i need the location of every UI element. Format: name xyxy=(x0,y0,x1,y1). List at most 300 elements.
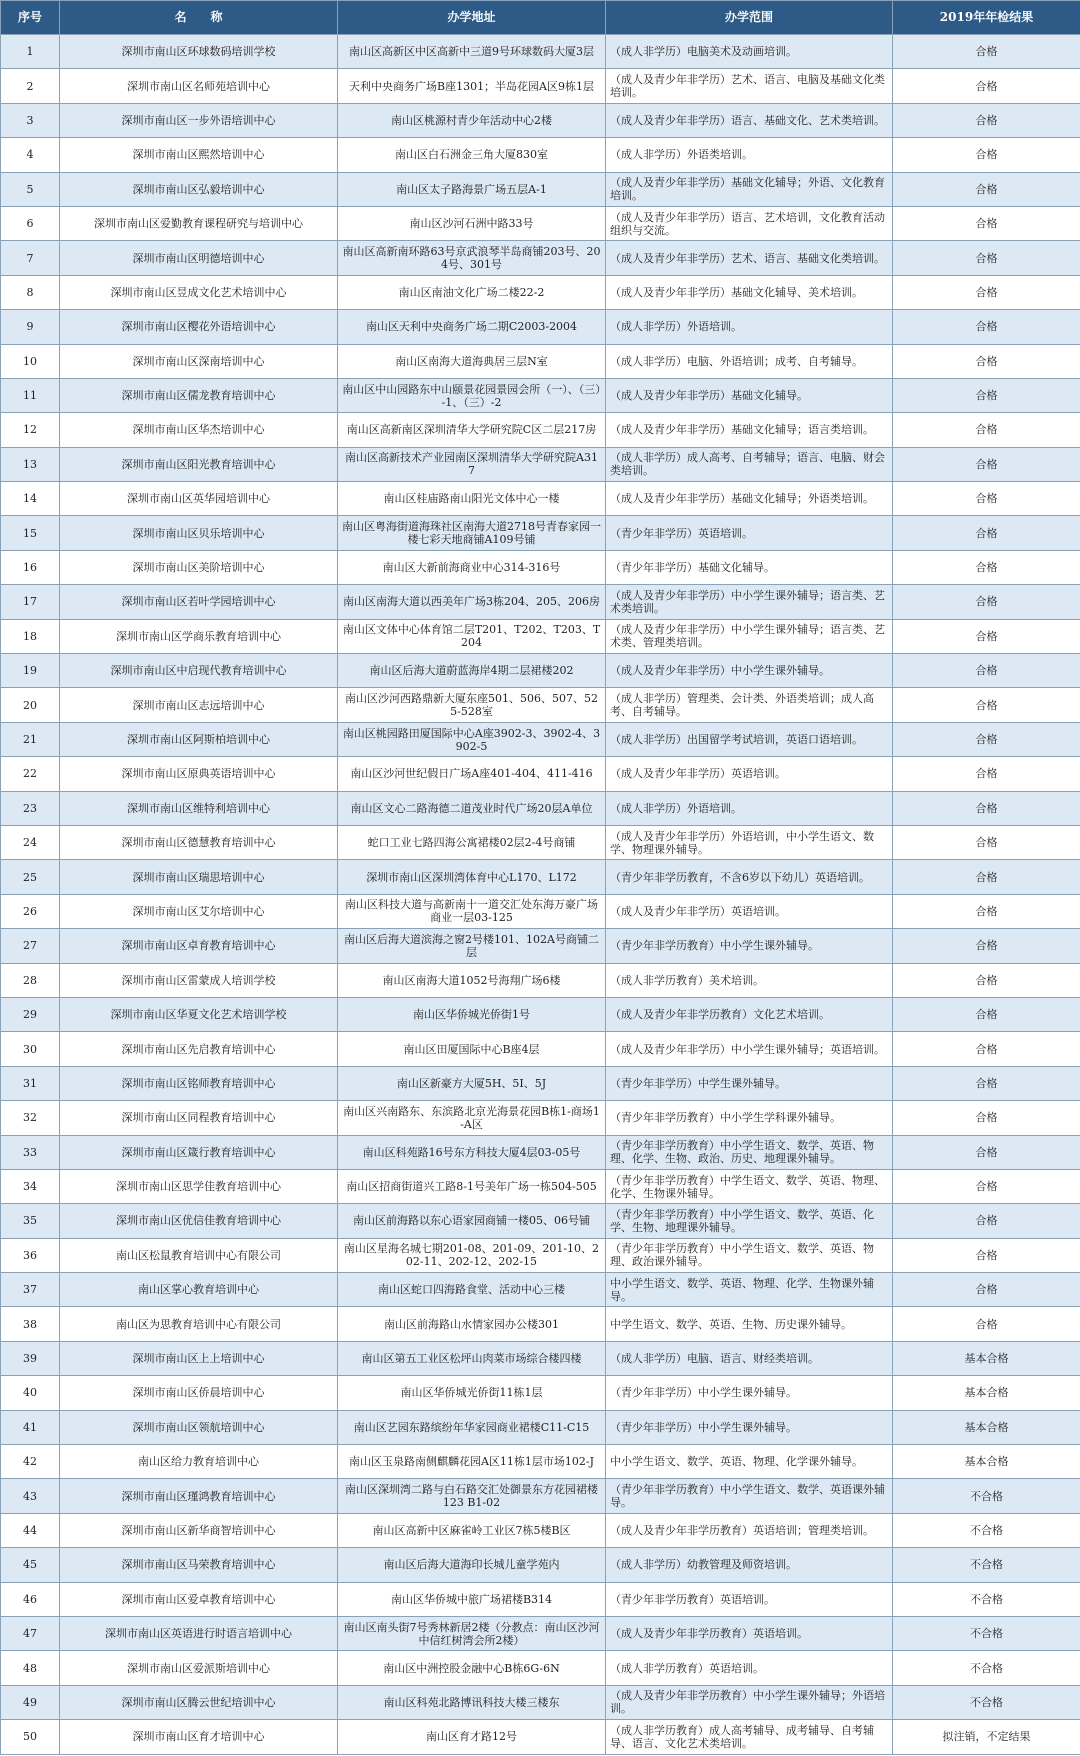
cell-scope: （成人及青少年非学历）语言、基础文化、艺术类培训。 xyxy=(606,103,893,137)
cell-no: 45 xyxy=(1,1548,60,1582)
cell-no: 15 xyxy=(1,516,60,550)
cell-no: 20 xyxy=(1,688,60,722)
cell-no: 44 xyxy=(1,1513,60,1547)
cell-name: 深圳市南山区樱花外语培训中心 xyxy=(60,310,338,344)
table-body xyxy=(1,35,1080,1755)
cell-name: 深圳市南山区弘毅培训中心 xyxy=(60,172,338,206)
table-row xyxy=(1,894,1080,928)
table-row xyxy=(1,241,1080,275)
cell-address: 南山区育才路12号 xyxy=(338,1720,606,1754)
cell-address: 南山区后海大道蔚蓝海岸4期二层裙楼202 xyxy=(338,654,606,688)
cell-name: 深圳市南山区昱成文化艺术培训中心 xyxy=(60,275,338,309)
cell-scope: （成人及青少年非学历）基础文化辅导；外语、文化教育培训。 xyxy=(606,172,893,206)
cell-scope: （青少年非学历教育）英语培训。 xyxy=(606,1582,893,1616)
cell-result: 基本合格 xyxy=(893,1376,1080,1410)
cell-name: 深圳市南山区美阶培训中心 xyxy=(60,550,338,584)
cell-result: 合格 xyxy=(893,275,1080,309)
cell-result: 合格 xyxy=(893,894,1080,928)
cell-name: 深圳市南山区英语进行时语言培训中心 xyxy=(60,1616,338,1650)
cell-address: 南山区艺园东路缤纷年华家园商业裙楼C11-C15 xyxy=(338,1410,606,1444)
cell-scope: （青少年非学历教育）中小学生语文、数学、英语课外辅导。 xyxy=(606,1479,893,1513)
cell-address: 南山区高新南区深圳清华大学研究院C区二层217房 xyxy=(338,413,606,447)
cell-scope: （成人及青少年非学历）基础文化辅导、美术培训。 xyxy=(606,275,893,309)
cell-name: 深圳市南山区一步外语培训中心 xyxy=(60,103,338,137)
cell-scope: （青少年非学历教育）中学生语文、数学、英语、物理、化学、生物课外辅导。 xyxy=(606,1169,893,1203)
cell-name: 深圳市南山区熙然培训中心 xyxy=(60,138,338,172)
cell-name: 深圳市南山区明德培训中心 xyxy=(60,241,338,275)
cell-result: 合格 xyxy=(893,825,1080,859)
cell-no: 46 xyxy=(1,1582,60,1616)
table-row xyxy=(1,585,1080,619)
cell-result: 拟注销，不定结果 xyxy=(893,1720,1080,1754)
cell-name: 深圳市南山区先启教育培训中心 xyxy=(60,1032,338,1066)
cell-scope: （成人及青少年非学历教育）文化艺术培训。 xyxy=(606,997,893,1031)
table-row xyxy=(1,344,1080,378)
cell-scope: （成人及青少年非学历）艺术、语言、电脑及基础文化类培训。 xyxy=(606,69,893,103)
cell-address: 南山区高新技术产业园南区深圳清华大学研究院A317 xyxy=(338,447,606,481)
cell-address: 南山区科苑北路博讯科技大楼三楼东 xyxy=(338,1685,606,1719)
cell-scope: （成人及青少年非学历）中小学生课外辅导；语言类、艺术类、管理类培训。 xyxy=(606,619,893,653)
cell-no: 3 xyxy=(1,103,60,137)
cell-address: 南山区招商街道兴工路8-1号美年广场一栋504-505 xyxy=(338,1169,606,1203)
cell-name: 深圳市南山区领航培训中心 xyxy=(60,1410,338,1444)
cell-no: 34 xyxy=(1,1169,60,1203)
cell-no: 23 xyxy=(1,791,60,825)
cell-result: 不合格 xyxy=(893,1685,1080,1719)
cell-result: 基本合格 xyxy=(893,1410,1080,1444)
cell-name: 南山区掌心教育培训中心 xyxy=(60,1273,338,1307)
cell-name: 深圳市南山区马荣教育培训中心 xyxy=(60,1548,338,1582)
cell-name: 深圳市南山区育才培训中心 xyxy=(60,1720,338,1754)
cell-name: 南山区给力教育培训中心 xyxy=(60,1445,338,1479)
cell-scope: （青少年非学历教育）中小学生语文、数学、英语、物理、化学、生物、政治、历史、地理课外辅导。 xyxy=(606,1135,893,1169)
cell-result: 合格 xyxy=(893,619,1080,653)
cell-no: 49 xyxy=(1,1685,60,1719)
cell-result: 合格 xyxy=(893,447,1080,481)
cell-scope: （成人非学历）管理类、会计类、外语类培训；成人高考、自考辅导。 xyxy=(606,688,893,722)
cell-address: 南山区后海大道滨海之窗2号楼101、102A号商铺二层 xyxy=(338,929,606,963)
table-row xyxy=(1,378,1080,412)
cell-no: 6 xyxy=(1,206,60,240)
cell-scope: （成人非学历）外语培训。 xyxy=(606,310,893,344)
cell-result: 合格 xyxy=(893,138,1080,172)
cell-scope: 中小学生语文、数学、英语、物理、化学课外辅导。 xyxy=(606,1445,893,1479)
cell-scope: （成人及青少年非学历）英语培训。 xyxy=(606,894,893,928)
cell-result: 不合格 xyxy=(893,1582,1080,1616)
cell-no: 39 xyxy=(1,1341,60,1375)
table-row xyxy=(1,482,1080,516)
cell-result: 合格 xyxy=(893,103,1080,137)
cell-no: 28 xyxy=(1,963,60,997)
cell-result: 不合格 xyxy=(893,1479,1080,1513)
cell-scope: （青少年非学历教育）中小学生课外辅导。 xyxy=(606,929,893,963)
cell-no: 36 xyxy=(1,1238,60,1272)
cell-result: 合格 xyxy=(893,929,1080,963)
cell-scope: （成人非学历）幼教管理及师资培训。 xyxy=(606,1548,893,1582)
cell-no: 33 xyxy=(1,1135,60,1169)
cell-name: 深圳市南山区侨晨培训中心 xyxy=(60,1376,338,1410)
cell-name: 深圳市南山区中启现代教育培训中心 xyxy=(60,654,338,688)
cell-result: 合格 xyxy=(893,860,1080,894)
cell-name: 深圳市南山区深南培训中心 xyxy=(60,344,338,378)
cell-name: 深圳市南山区箴行教育培训中心 xyxy=(60,1135,338,1169)
table-row xyxy=(1,860,1080,894)
table-row xyxy=(1,1307,1080,1341)
cell-scope: 中学生语文、数学、英语、生物、历史课外辅导。 xyxy=(606,1307,893,1341)
cell-result: 合格 xyxy=(893,241,1080,275)
cell-name: 深圳市南山区维特利培训中心 xyxy=(60,791,338,825)
cell-name: 深圳市南山区环球数码培训学校 xyxy=(60,35,338,69)
cell-no: 5 xyxy=(1,172,60,206)
table-row xyxy=(1,688,1080,722)
cell-no: 25 xyxy=(1,860,60,894)
cell-name: 深圳市南山区瑾鸿教育培训中心 xyxy=(60,1479,338,1513)
col-header-name: 名 称 xyxy=(60,1,338,35)
cell-address: 南山区前海路以东心语家园商铺一楼05、06号铺 xyxy=(338,1204,606,1238)
cell-name: 深圳市南山区华夏文化艺术培训学校 xyxy=(60,997,338,1031)
cell-scope: （成人及青少年非学历）外语培训，中小学生语文、数学、物理课外辅导。 xyxy=(606,825,893,859)
table-row xyxy=(1,310,1080,344)
table-row xyxy=(1,1548,1080,1582)
table-row xyxy=(1,1410,1080,1444)
cell-result: 合格 xyxy=(893,722,1080,756)
cell-address: 南山区南油文化广场二楼22-2 xyxy=(338,275,606,309)
cell-result: 合格 xyxy=(893,550,1080,584)
table-row xyxy=(1,1341,1080,1375)
table-row xyxy=(1,206,1080,240)
cell-name: 深圳市南山区艾尔培训中心 xyxy=(60,894,338,928)
cell-address: 南山区沙河西路鼎新大厦东座501、506、507、525-528室 xyxy=(338,688,606,722)
table-row xyxy=(1,275,1080,309)
cell-result: 合格 xyxy=(893,1238,1080,1272)
cell-address: 南山区科苑路16号东方科技大厦4层03-05号 xyxy=(338,1135,606,1169)
cell-no: 24 xyxy=(1,825,60,859)
cell-address: 南山区文心二路海德二道茂业时代广场20层A单位 xyxy=(338,791,606,825)
cell-address: 南山区中山园路东中山颐景花园景园会所（一）、（三）-1、（三）-2 xyxy=(338,378,606,412)
cell-scope: （成人非学历）外语类培训。 xyxy=(606,138,893,172)
cell-no: 38 xyxy=(1,1307,60,1341)
cell-name: 深圳市南山区阳光教育培训中心 xyxy=(60,447,338,481)
cell-scope: （成人及青少年非学历）语言、艺术培训，文化教育活动组织与交流。 xyxy=(606,206,893,240)
cell-name: 南山区松鼠教育培训中心有限公司 xyxy=(60,1238,338,1272)
table-row xyxy=(1,138,1080,172)
cell-no: 40 xyxy=(1,1376,60,1410)
cell-address: 南山区桂庙路南山阳光文体中心一楼 xyxy=(338,482,606,516)
col-header-no: 序号 xyxy=(1,1,60,35)
cell-result: 合格 xyxy=(893,654,1080,688)
cell-address: 深圳市南山区深圳湾体育中心L170、L172 xyxy=(338,860,606,894)
cell-name: 深圳市南山区华杰培训中心 xyxy=(60,413,338,447)
cell-address: 南山区太子路海景广场五层A-1 xyxy=(338,172,606,206)
cell-no: 4 xyxy=(1,138,60,172)
cell-no: 29 xyxy=(1,997,60,1031)
table-row xyxy=(1,791,1080,825)
cell-address: 南山区桃园路田厦国际中心A座3902-3、3902-4、3902-5 xyxy=(338,722,606,756)
cell-no: 48 xyxy=(1,1651,60,1685)
table-row xyxy=(1,1032,1080,1066)
cell-address: 南山区兴南路东、东滨路北京光海景花园B栋1-商场1-A区 xyxy=(338,1101,606,1135)
cell-name: 深圳市南山区腾云世纪培训中心 xyxy=(60,1685,338,1719)
cell-result: 基本合格 xyxy=(893,1445,1080,1479)
cell-no: 41 xyxy=(1,1410,60,1444)
table-row xyxy=(1,1376,1080,1410)
cell-address: 南山区星海名城七期201-08、201-09、201-10、202-11、202-12、202-15 xyxy=(338,1238,606,1272)
cell-scope: （青少年非学历教育）中小学生语文、数学、英语、物理、政治课外辅导。 xyxy=(606,1238,893,1272)
cell-address: 南山区粤海街道海珠社区南海大道2718号青春家园一楼七彩天地商铺A109号铺 xyxy=(338,516,606,550)
cell-scope: （成人及青少年非学历）基础文化辅导；外语类培训。 xyxy=(606,482,893,516)
cell-name: 深圳市南山区名师苑培训中心 xyxy=(60,69,338,103)
cell-name: 深圳市南山区阿斯柏培训中心 xyxy=(60,722,338,756)
col-header-result: 2019年年检结果 xyxy=(893,1,1080,35)
cell-result: 合格 xyxy=(893,585,1080,619)
table-row xyxy=(1,929,1080,963)
cell-scope: （成人非学历）电脑美术及动画培训。 xyxy=(606,35,893,69)
cell-address: 南山区深圳湾二路与白石路交汇处御景东方花园裙楼123 B1-02 xyxy=(338,1479,606,1513)
table-row xyxy=(1,1720,1080,1754)
cell-result: 合格 xyxy=(893,378,1080,412)
table-row xyxy=(1,1066,1080,1100)
cell-scope: （成人及青少年非学历）中小学生课外辅导。 xyxy=(606,654,893,688)
cell-address: 南山区华侨城中旅广场裙楼B314 xyxy=(338,1582,606,1616)
cell-scope: （成人及青少年非学历）英语培训。 xyxy=(606,757,893,791)
cell-name: 深圳市南山区卓育教育培训中心 xyxy=(60,929,338,963)
cell-no: 32 xyxy=(1,1101,60,1135)
cell-result: 合格 xyxy=(893,757,1080,791)
cell-no: 31 xyxy=(1,1066,60,1100)
table-row xyxy=(1,1101,1080,1135)
cell-no: 2 xyxy=(1,69,60,103)
table-row xyxy=(1,1582,1080,1616)
cell-name: 深圳市南山区同程教育培训中心 xyxy=(60,1101,338,1135)
cell-result: 合格 xyxy=(893,344,1080,378)
cell-no: 18 xyxy=(1,619,60,653)
table-row xyxy=(1,1513,1080,1547)
cell-scope: （成人及青少年非学历教育）中小学生课外辅导；外语培训。 xyxy=(606,1685,893,1719)
cell-name: 深圳市南山区爱勤教育课程研究与培训中心 xyxy=(60,206,338,240)
cell-address: 南山区文体中心体育馆二层T201、T202、T203、T204 xyxy=(338,619,606,653)
cell-name: 深圳市南山区德慧教育培训中心 xyxy=(60,825,338,859)
cell-result: 不合格 xyxy=(893,1548,1080,1582)
cell-no: 26 xyxy=(1,894,60,928)
cell-no: 14 xyxy=(1,482,60,516)
cell-name: 深圳市南山区瑞思培训中心 xyxy=(60,860,338,894)
cell-scope: （成人非学历）出国留学考试培训，英语口语培训。 xyxy=(606,722,893,756)
cell-scope: （成人非学历）成人高考、自考辅导；语言、电脑、财会类培训。 xyxy=(606,447,893,481)
table-row xyxy=(1,69,1080,103)
col-header-scope: 办学范围 xyxy=(606,1,893,35)
cell-result: 合格 xyxy=(893,1135,1080,1169)
cell-scope: （青少年非学历）基础文化辅导。 xyxy=(606,550,893,584)
cell-address: 南山区沙河世纪假日广场A座401-404、411-416 xyxy=(338,757,606,791)
cell-no: 16 xyxy=(1,550,60,584)
cell-no: 8 xyxy=(1,275,60,309)
cell-result: 合格 xyxy=(893,688,1080,722)
cell-result: 合格 xyxy=(893,1169,1080,1203)
cell-name: 深圳市南山区新华商智培训中心 xyxy=(60,1513,338,1547)
cell-result: 不合格 xyxy=(893,1513,1080,1547)
cell-address: 南山区南海大道1052号海翔广场6楼 xyxy=(338,963,606,997)
table-row xyxy=(1,722,1080,756)
cell-scope: （青少年非学历）中学生课外辅导。 xyxy=(606,1066,893,1100)
cell-scope: （成人非学历教育）美术培训。 xyxy=(606,963,893,997)
cell-result: 合格 xyxy=(893,310,1080,344)
cell-no: 43 xyxy=(1,1479,60,1513)
cell-name: 深圳市南山区学商乐教育培训中心 xyxy=(60,619,338,653)
table-row xyxy=(1,1238,1080,1272)
cell-address: 南山区中洲控股金融中心B栋6G-6N xyxy=(338,1651,606,1685)
cell-no: 13 xyxy=(1,447,60,481)
cell-address: 南山区蛇口四海路食堂、活动中心三楼 xyxy=(338,1273,606,1307)
cell-address: 天利中央商务广场B座1301；半岛花园A区9栋1层 xyxy=(338,69,606,103)
table-row xyxy=(1,413,1080,447)
cell-name: 深圳市南山区若叶学园培训中心 xyxy=(60,585,338,619)
cell-scope: 中小学生语文、数学、英语、物理、化学、生物课外辅导。 xyxy=(606,1273,893,1307)
table-row xyxy=(1,1445,1080,1479)
cell-address: 南山区桃源村青少年活动中心2楼 xyxy=(338,103,606,137)
cell-address: 南山区天利中央商务广场二期C2003-2004 xyxy=(338,310,606,344)
cell-result: 合格 xyxy=(893,963,1080,997)
cell-result: 合格 xyxy=(893,516,1080,550)
cell-scope: （成人非学历）电脑、语言、财经类培训。 xyxy=(606,1341,893,1375)
cell-address: 南山区沙河石洲中路33号 xyxy=(338,206,606,240)
table-row xyxy=(1,1685,1080,1719)
cell-no: 42 xyxy=(1,1445,60,1479)
table-row xyxy=(1,1204,1080,1238)
cell-scope: （成人及青少年非学历）基础文化辅导；语言类培训。 xyxy=(606,413,893,447)
cell-address: 南山区第五工业区松坪山肉菜市场综合楼四楼 xyxy=(338,1341,606,1375)
cell-result: 合格 xyxy=(893,69,1080,103)
cell-result: 合格 xyxy=(893,1066,1080,1100)
cell-scope: （成人及青少年非学历教育）英语培训。 xyxy=(606,1616,893,1650)
table-row xyxy=(1,447,1080,481)
cell-address: 南山区科技大道与高新南十一道交汇处东海万豪广场商业一层03-125 xyxy=(338,894,606,928)
table-row xyxy=(1,997,1080,1031)
cell-name: 深圳市南山区儒龙教育培训中心 xyxy=(60,378,338,412)
table-row xyxy=(1,757,1080,791)
cell-address: 南山区华侨城光侨街11栋1层 xyxy=(338,1376,606,1410)
cell-address: 南山区前海路山水情家园办公楼301 xyxy=(338,1307,606,1341)
cell-result: 合格 xyxy=(893,1204,1080,1238)
cell-scope: （成人及青少年非学历教育）英语培训；管理类培训。 xyxy=(606,1513,893,1547)
cell-no: 19 xyxy=(1,654,60,688)
table-row xyxy=(1,825,1080,859)
cell-scope: （青少年非学历教育）中小学生语文、数学、英语、化学、生物、地理课外辅导。 xyxy=(606,1204,893,1238)
cell-address: 南山区玉泉路南侧麒麟花园A区11栋1层市场102-J xyxy=(338,1445,606,1479)
table-row xyxy=(1,172,1080,206)
cell-name: 深圳市南山区上上培训中心 xyxy=(60,1341,338,1375)
cell-address: 蛇口工业七路四海公寓裙楼02层2-4号商铺 xyxy=(338,825,606,859)
cell-result: 合格 xyxy=(893,1307,1080,1341)
cell-address: 南山区南头街7号秀林新居2楼（分教点：南山区沙河中信红树湾会所2楼） xyxy=(338,1616,606,1650)
cell-result: 合格 xyxy=(893,413,1080,447)
cell-scope: （成人及青少年非学历）艺术、语言、基础文化类培训。 xyxy=(606,241,893,275)
table-row xyxy=(1,516,1080,550)
cell-name: 深圳市南山区志远培训中心 xyxy=(60,688,338,722)
table-row xyxy=(1,654,1080,688)
table-row xyxy=(1,619,1080,653)
table-row xyxy=(1,1135,1080,1169)
cell-name: 深圳市南山区爱卓教育培训中心 xyxy=(60,1582,338,1616)
table-row xyxy=(1,103,1080,137)
cell-scope: （成人非学历教育）英语培训。 xyxy=(606,1651,893,1685)
cell-address: 南山区高新中区麻雀岭工业区7栋5楼B区 xyxy=(338,1513,606,1547)
cell-scope: （青少年非学历教育）中小学生学科课外辅导。 xyxy=(606,1101,893,1135)
cell-no: 37 xyxy=(1,1273,60,1307)
cell-scope: （青少年非学历）英语培训。 xyxy=(606,516,893,550)
col-header-address: 办学地址 xyxy=(338,1,606,35)
cell-scope: （青少年非学历教育，不含6岁以下幼儿）英语培训。 xyxy=(606,860,893,894)
table-row xyxy=(1,1169,1080,1203)
cell-result: 合格 xyxy=(893,35,1080,69)
cell-scope: （成人及青少年非学历）基础文化辅导。 xyxy=(606,378,893,412)
table-row xyxy=(1,35,1080,69)
cell-result: 不合格 xyxy=(893,1651,1080,1685)
cell-no: 50 xyxy=(1,1720,60,1754)
table-row xyxy=(1,550,1080,584)
cell-result: 合格 xyxy=(893,1101,1080,1135)
cell-no: 35 xyxy=(1,1204,60,1238)
cell-name: 深圳市南山区原典英语培训中心 xyxy=(60,757,338,791)
cell-name: 深圳市南山区优信佳教育培训中心 xyxy=(60,1204,338,1238)
cell-result: 合格 xyxy=(893,1273,1080,1307)
cell-scope: （青少年非学历）中小学生课外辅导。 xyxy=(606,1376,893,1410)
cell-result: 合格 xyxy=(893,791,1080,825)
cell-scope: （成人及青少年非学历）中小学生课外辅导；英语培训。 xyxy=(606,1032,893,1066)
cell-name: 深圳市南山区雷蒙成人培训学校 xyxy=(60,963,338,997)
cell-name: 深圳市南山区贝乐培训中心 xyxy=(60,516,338,550)
cell-result: 合格 xyxy=(893,206,1080,240)
cell-address: 南山区后海大道海印长城儿童学苑内 xyxy=(338,1548,606,1582)
cell-address: 南山区田厦国际中心B座4层 xyxy=(338,1032,606,1066)
cell-no: 17 xyxy=(1,585,60,619)
table-row xyxy=(1,1479,1080,1513)
cell-scope: （成人及青少年非学历）中小学生课外辅导；语言类、艺术类培训。 xyxy=(606,585,893,619)
cell-result: 合格 xyxy=(893,1032,1080,1066)
cell-result: 合格 xyxy=(893,997,1080,1031)
cell-no: 27 xyxy=(1,929,60,963)
cell-name: 深圳市南山区思学佳教育培训中心 xyxy=(60,1169,338,1203)
table-row xyxy=(1,1273,1080,1307)
cell-scope: （成人非学历）电脑、外语培训；成考、自考辅导。 xyxy=(606,344,893,378)
cell-address: 南山区大新前海商业中心314-316号 xyxy=(338,550,606,584)
cell-address: 南山区高新区中区高新中三道9号环球数码大厦3层 xyxy=(338,35,606,69)
cell-no: 12 xyxy=(1,413,60,447)
cell-no: 22 xyxy=(1,757,60,791)
cell-scope: （青少年非学历）中小学生课外辅导。 xyxy=(606,1410,893,1444)
cell-address: 南山区白石洲金三角大厦830室 xyxy=(338,138,606,172)
cell-result: 合格 xyxy=(893,482,1080,516)
cell-name: 深圳市南山区英华园培训中心 xyxy=(60,482,338,516)
cell-name: 南山区为思教育培训中心有限公司 xyxy=(60,1307,338,1341)
cell-address: 南山区南海大道海典居三层N室 xyxy=(338,344,606,378)
header-row xyxy=(1,1,1080,35)
cell-name: 深圳市南山区爱派斯培训中心 xyxy=(60,1651,338,1685)
table-row xyxy=(1,1651,1080,1685)
cell-no: 9 xyxy=(1,310,60,344)
cell-no: 30 xyxy=(1,1032,60,1066)
cell-no: 47 xyxy=(1,1616,60,1650)
cell-scope: （成人非学历）外语培训。 xyxy=(606,791,893,825)
cell-scope: （成人非学历教育）成人高考辅导、成考辅导、自考辅导、语言、文化艺术类培训。 xyxy=(606,1720,893,1754)
cell-no: 21 xyxy=(1,722,60,756)
cell-result: 不合格 xyxy=(893,1616,1080,1650)
table-row xyxy=(1,1616,1080,1650)
table-row xyxy=(1,963,1080,997)
cell-result: 基本合格 xyxy=(893,1341,1080,1375)
cell-address: 南山区新豪方大厦5H、5I、5J xyxy=(338,1066,606,1100)
cell-name: 深圳市南山区铭师教育培训中心 xyxy=(60,1066,338,1100)
cell-result: 合格 xyxy=(893,172,1080,206)
